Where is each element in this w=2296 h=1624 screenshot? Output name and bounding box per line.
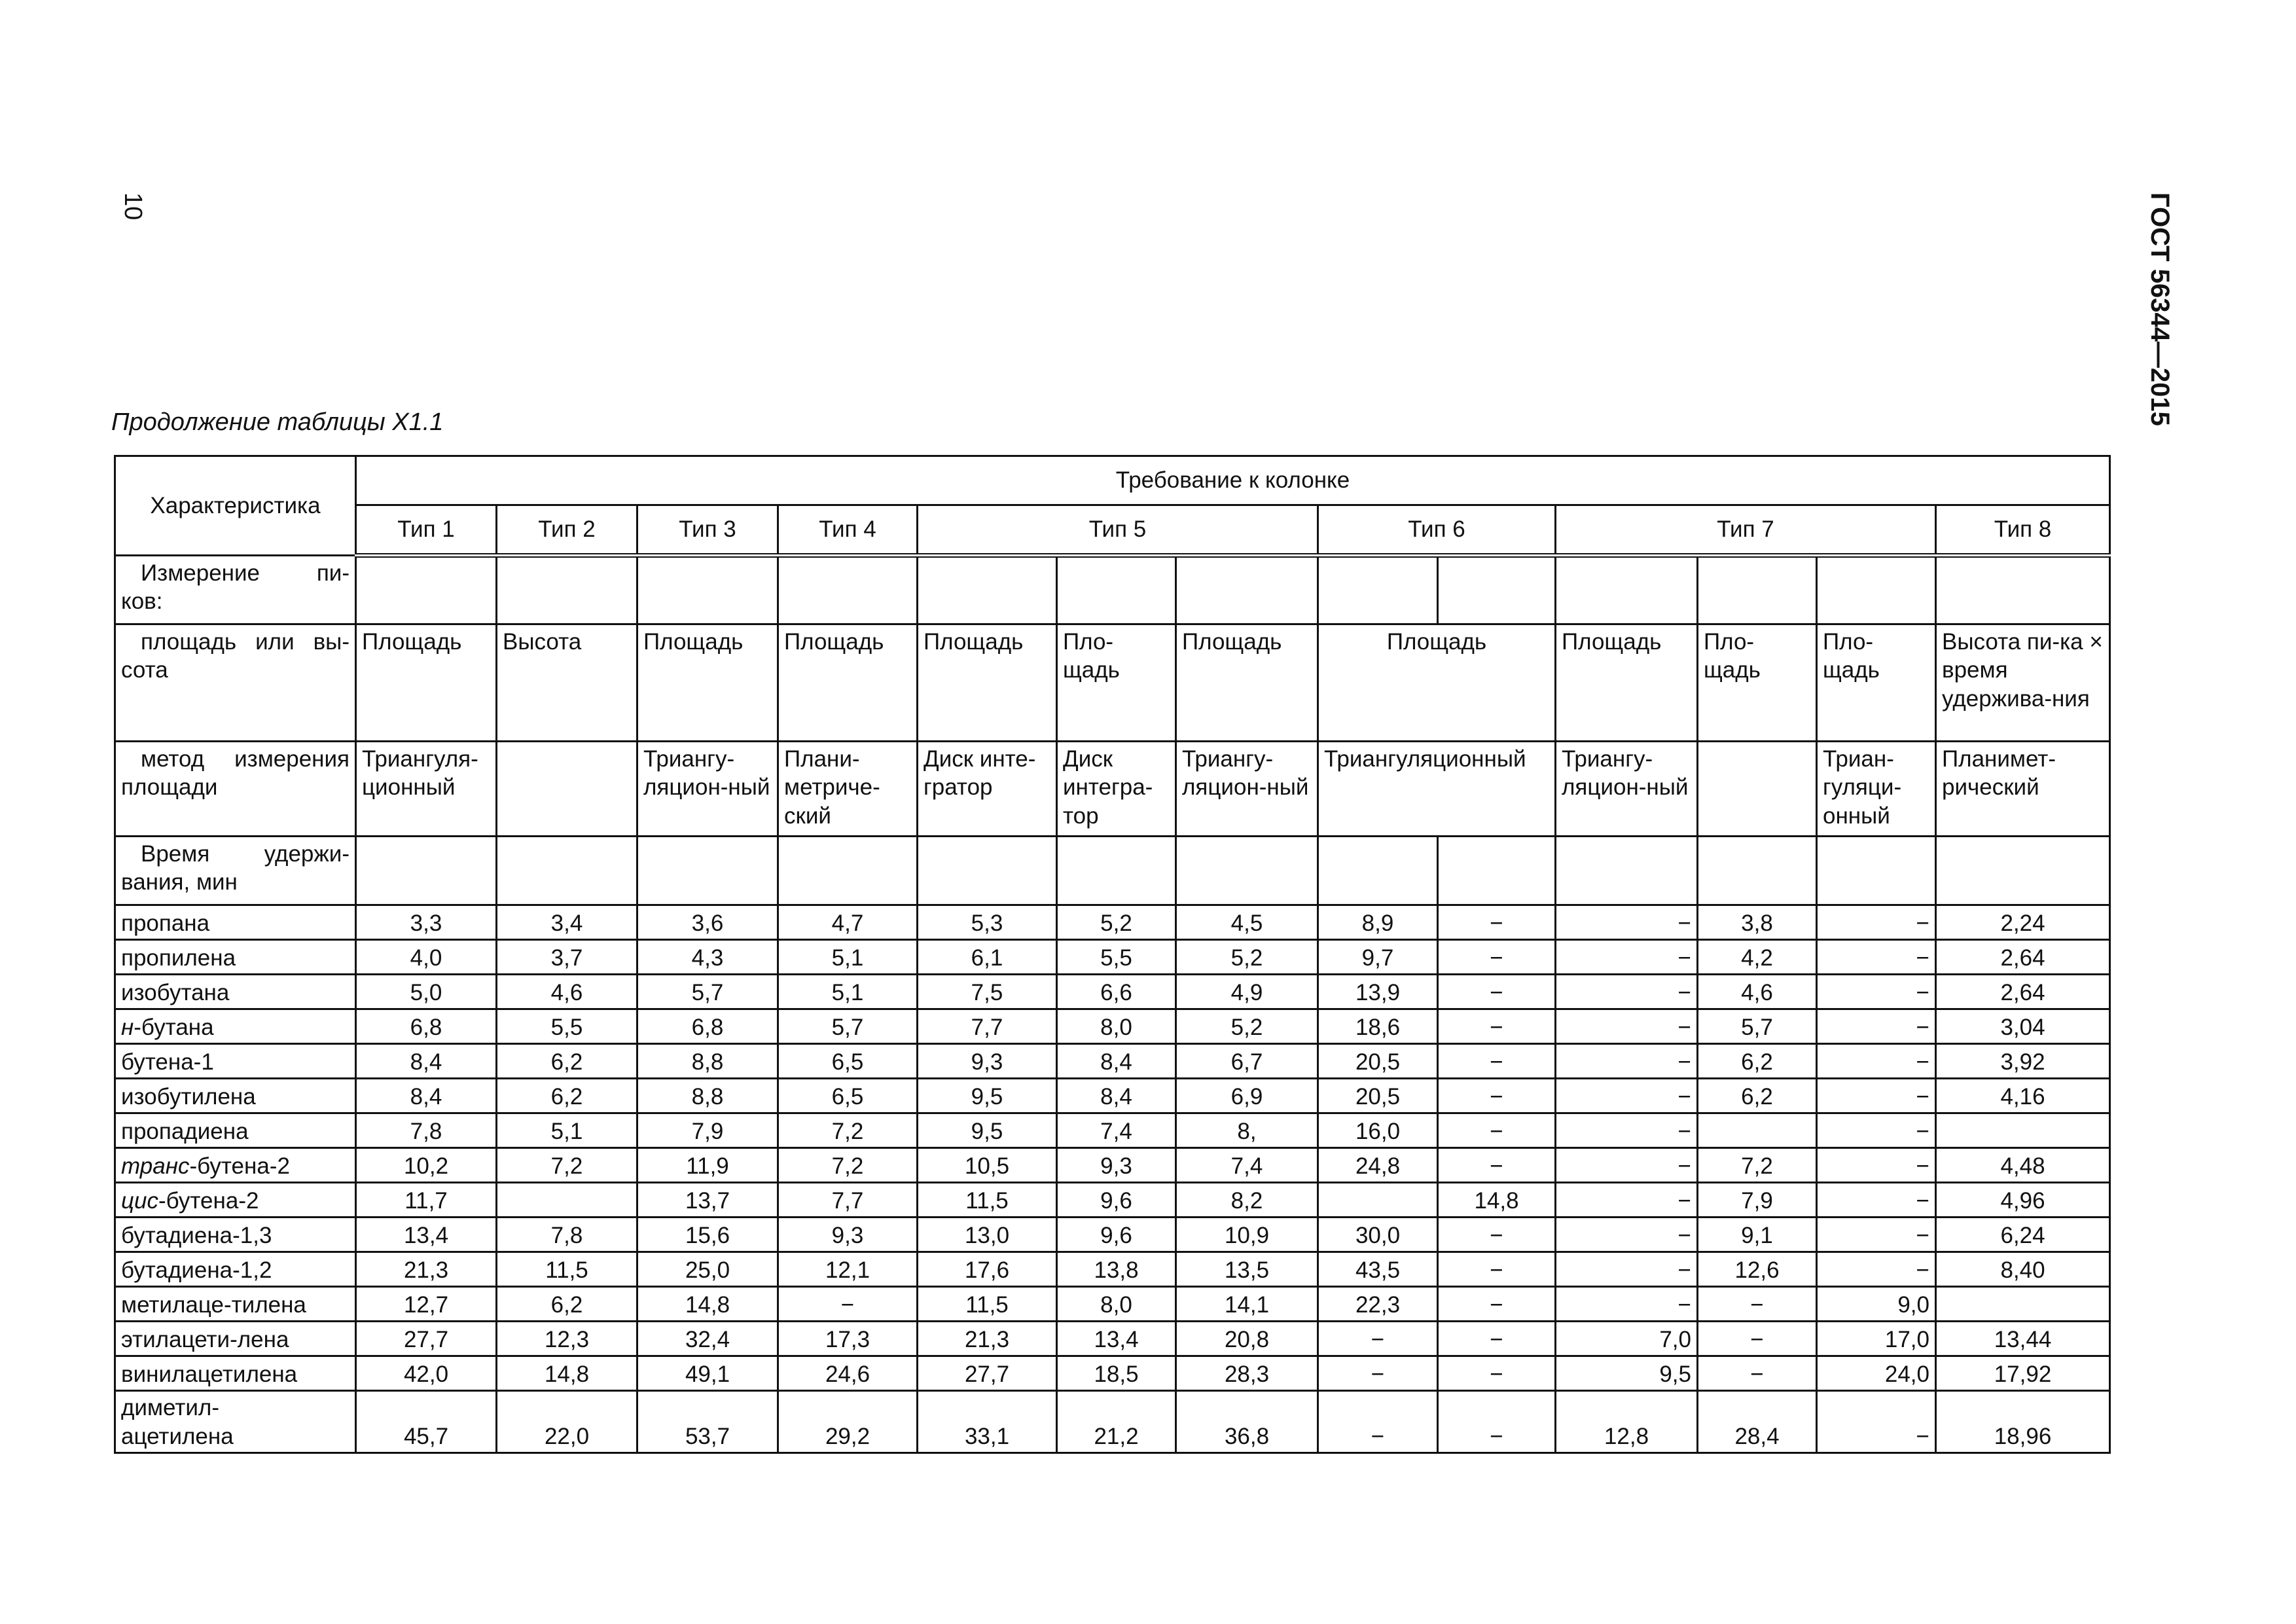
header-type-3: Тип 3 xyxy=(637,505,778,556)
cell: 9,0 xyxy=(1817,1287,1936,1322)
cell: 9,5 xyxy=(918,1079,1057,1113)
cell: 24,6 xyxy=(778,1356,918,1391)
cell: − xyxy=(1438,1113,1556,1148)
cell: 5,1 xyxy=(497,1113,637,1148)
row-label xyxy=(115,624,356,742)
cell: 9,3 xyxy=(918,1044,1057,1079)
table-row xyxy=(115,1148,2110,1183)
cell: 6,5 xyxy=(778,1044,918,1079)
cell: 12,8 xyxy=(1556,1391,1698,1453)
row-label xyxy=(115,837,356,905)
cell: 6,1 xyxy=(918,940,1057,975)
cell: − xyxy=(1438,1356,1556,1391)
cell: 6,2 xyxy=(497,1287,637,1322)
cell: 18,5 xyxy=(1057,1356,1176,1391)
cell: Триангу-ляцион-ный xyxy=(1176,742,1318,837)
label-line-2: площади xyxy=(121,774,218,801)
cell: 8,0 xyxy=(1057,1287,1176,1322)
row-label: пропадиена xyxy=(115,1113,356,1148)
cell: − xyxy=(1556,1218,1698,1252)
row-label: бутадиена-1,2 xyxy=(115,1252,356,1287)
row-label: пропилена xyxy=(115,940,356,975)
cell: − xyxy=(1556,940,1698,975)
cell: 28,4 xyxy=(1698,1391,1817,1453)
row-label xyxy=(115,556,356,624)
cell: 30,0 xyxy=(1318,1218,1438,1252)
label-line-1: площадь или вы- xyxy=(141,629,350,655)
cell: 17,0 xyxy=(1817,1322,1936,1356)
cell: 17,3 xyxy=(778,1322,918,1356)
cell: Площадь xyxy=(1176,624,1318,742)
cell: − xyxy=(1438,905,1556,940)
cell: 11,7 xyxy=(356,1183,497,1218)
row-retention-time xyxy=(115,837,2110,905)
cell: 3,3 xyxy=(356,905,497,940)
row-label xyxy=(115,1148,356,1183)
table-caption: Продолжение таблицы X1.1 xyxy=(111,408,444,436)
cell: 11,5 xyxy=(497,1252,637,1287)
label-prefix: транс xyxy=(121,1153,190,1179)
header-characteristic: Характеристика xyxy=(115,456,356,556)
row-label xyxy=(115,1183,356,1218)
label-line-2: ацетилена xyxy=(121,1423,234,1449)
cell: Плани-метриче-ский xyxy=(778,742,918,837)
cell: 7,4 xyxy=(1176,1148,1318,1183)
cell: − xyxy=(1438,1322,1556,1356)
cell: 7,7 xyxy=(918,1009,1057,1044)
row-label: метилаце-тилена xyxy=(115,1287,356,1322)
cell: 11,5 xyxy=(918,1183,1057,1218)
cell: 8,8 xyxy=(637,1044,778,1079)
cell: Высота xyxy=(497,624,637,742)
cell: 5,3 xyxy=(918,905,1057,940)
cell xyxy=(1318,1183,1438,1218)
cell: − xyxy=(1817,975,1936,1009)
cell: Триангуля-ционный xyxy=(356,742,497,837)
cell: 17,92 xyxy=(1936,1356,2110,1391)
cell: 13,44 xyxy=(1936,1322,2110,1356)
cell: 22,3 xyxy=(1318,1287,1438,1322)
cell: − xyxy=(1438,940,1556,975)
cell: Площадь xyxy=(918,624,1057,742)
table-row xyxy=(115,1113,2110,1148)
cell: 24,8 xyxy=(1318,1148,1438,1183)
cell: 6,7 xyxy=(1176,1044,1318,1079)
cell: Площадь xyxy=(637,624,778,742)
cell: 32,4 xyxy=(637,1322,778,1356)
table-row xyxy=(115,940,2110,975)
table-row xyxy=(115,1183,2110,1218)
cell: Пло-щадь xyxy=(1698,624,1817,742)
cell: − xyxy=(1556,1287,1698,1322)
cell: − xyxy=(1438,1079,1556,1113)
cell: 7,2 xyxy=(1698,1148,1817,1183)
cell: 53,7 xyxy=(637,1391,778,1453)
cell: 3,6 xyxy=(637,905,778,940)
cell: − xyxy=(1438,1009,1556,1044)
cell: 13,4 xyxy=(356,1218,497,1252)
cell: 6,2 xyxy=(1698,1044,1817,1079)
cell: 8, xyxy=(1176,1113,1318,1148)
cell: 4,0 xyxy=(356,940,497,975)
table-row xyxy=(115,905,2110,940)
cell: 14,8 xyxy=(497,1356,637,1391)
cell: Площадь xyxy=(1318,624,1556,742)
table-row xyxy=(115,1079,2110,1113)
cell: 11,5 xyxy=(918,1287,1057,1322)
cell: − xyxy=(778,1287,918,1322)
cell: 7,7 xyxy=(778,1183,918,1218)
cell: 9,3 xyxy=(778,1218,918,1252)
cell: Планимет-рический xyxy=(1936,742,2110,837)
cell: − xyxy=(1318,1322,1438,1356)
label-line-2: ков: xyxy=(121,588,163,615)
cell: 4,7 xyxy=(778,905,918,940)
cell: 6,8 xyxy=(637,1009,778,1044)
cell: Триангу-ляцион-ный xyxy=(637,742,778,837)
cell xyxy=(1936,1287,2110,1322)
label-line-1: метод измерения xyxy=(141,746,350,772)
header-type-7: Тип 7 xyxy=(1556,505,1936,556)
cell: 20,5 xyxy=(1318,1044,1438,1079)
cell: 8,8 xyxy=(637,1079,778,1113)
cell: 7,8 xyxy=(356,1113,497,1148)
cell: Площадь xyxy=(1556,624,1698,742)
cell: 6,24 xyxy=(1936,1218,2110,1252)
row-peak-measurement xyxy=(115,556,2110,624)
table-row xyxy=(115,1252,2110,1287)
cell: 49,1 xyxy=(637,1356,778,1391)
label-line-1: диметил- xyxy=(121,1395,219,1421)
cell: Пло-щадь xyxy=(1817,624,1936,742)
cell: − xyxy=(1556,1079,1698,1113)
cell: Триангуляционный xyxy=(1318,742,1556,837)
cell: 10,5 xyxy=(918,1148,1057,1183)
cell: 4,96 xyxy=(1936,1183,2110,1218)
cell: Площадь xyxy=(356,624,497,742)
label-line-2: вания, мин xyxy=(121,869,238,895)
cell: 4,5 xyxy=(1176,905,1318,940)
cell: 25,0 xyxy=(637,1252,778,1287)
cell: 7,9 xyxy=(637,1113,778,1148)
cell: Пло-щадь xyxy=(1057,624,1176,742)
cell: 8,4 xyxy=(356,1079,497,1113)
cell: 9,7 xyxy=(1318,940,1438,975)
cell: 8,4 xyxy=(1057,1079,1176,1113)
cell: − xyxy=(1438,1218,1556,1252)
cell: 24,0 xyxy=(1817,1356,1936,1391)
table-row xyxy=(115,1218,2110,1252)
table-row xyxy=(115,1009,2110,1044)
cell: 5,7 xyxy=(637,975,778,1009)
cell: 9,1 xyxy=(1698,1218,1817,1252)
cell: 12,7 xyxy=(356,1287,497,1322)
label-rest: -бутена-2 xyxy=(189,1153,290,1179)
cell: 13,7 xyxy=(637,1183,778,1218)
cell: − xyxy=(1438,975,1556,1009)
cell: − xyxy=(1318,1356,1438,1391)
cell: 9,5 xyxy=(918,1113,1057,1148)
cell: 13,9 xyxy=(1318,975,1438,1009)
cell: 2,64 xyxy=(1936,940,2110,975)
row-label: изобутилена xyxy=(115,1079,356,1113)
cell: 16,0 xyxy=(1318,1113,1438,1148)
cell: 7,8 xyxy=(497,1218,637,1252)
cell: 18,96 xyxy=(1936,1391,2110,1453)
cell: − xyxy=(1698,1287,1817,1322)
cell: 3,7 xyxy=(497,940,637,975)
page-number: 10 xyxy=(119,192,147,221)
cell: 28,3 xyxy=(1176,1356,1318,1391)
cell: Площадь xyxy=(778,624,918,742)
cell: 10,9 xyxy=(1176,1218,1318,1252)
cell: 27,7 xyxy=(918,1356,1057,1391)
table-row xyxy=(115,1322,2110,1356)
row-label: этилацети-лена xyxy=(115,1322,356,1356)
cell: Диск инте-гратор xyxy=(918,742,1057,837)
cell: − xyxy=(1817,940,1936,975)
cell: 3,4 xyxy=(497,905,637,940)
document-code: ГОСТ 56344—2015 xyxy=(2145,192,2174,426)
cell: 6,5 xyxy=(778,1079,918,1113)
cell: 21,2 xyxy=(1057,1391,1176,1453)
cell: 13,5 xyxy=(1176,1252,1318,1287)
cell: 5,7 xyxy=(778,1009,918,1044)
cell: − xyxy=(1817,1218,1936,1252)
cell: − xyxy=(1556,1113,1698,1148)
cell: − xyxy=(1556,905,1698,940)
cell: − xyxy=(1438,1252,1556,1287)
cell: − xyxy=(1556,1044,1698,1079)
cell: 9,6 xyxy=(1057,1218,1176,1252)
cell: 6,9 xyxy=(1176,1079,1318,1113)
cell: 8,0 xyxy=(1057,1009,1176,1044)
cell: 6,6 xyxy=(1057,975,1176,1009)
header-type-5: Тип 5 xyxy=(918,505,1318,556)
cell: − xyxy=(1817,1113,1936,1148)
cell xyxy=(497,1183,637,1218)
cell: 13,0 xyxy=(918,1218,1057,1252)
cell: 5,1 xyxy=(778,940,918,975)
cell: 3,04 xyxy=(1936,1009,2110,1044)
cell: 7,4 xyxy=(1057,1113,1176,1148)
table-row xyxy=(115,1287,2110,1322)
cell: 22,0 xyxy=(497,1391,637,1453)
cell xyxy=(497,742,637,837)
cell: 21,3 xyxy=(918,1322,1057,1356)
cell: − xyxy=(1817,1183,1936,1218)
cell: − xyxy=(1698,1322,1817,1356)
cell: 4,9 xyxy=(1176,975,1318,1009)
cell: Триан-гуляци-онный xyxy=(1817,742,1936,837)
header-type-2: Тип 2 xyxy=(497,505,637,556)
cell: 20,5 xyxy=(1318,1079,1438,1113)
cell: 29,2 xyxy=(778,1391,918,1453)
cell: 3,8 xyxy=(1698,905,1817,940)
cell: 45,7 xyxy=(356,1391,497,1453)
table-row xyxy=(115,1044,2110,1079)
table-row xyxy=(115,1356,2110,1391)
cell: − xyxy=(1438,1148,1556,1183)
cell: 12,3 xyxy=(497,1322,637,1356)
cell: 4,6 xyxy=(1698,975,1817,1009)
cell: 12,6 xyxy=(1698,1252,1817,1287)
cell: 5,0 xyxy=(356,975,497,1009)
header-type-1: Тип 1 xyxy=(356,505,497,556)
cell: Диск интегра-тор xyxy=(1057,742,1176,837)
cell: 9,3 xyxy=(1057,1148,1176,1183)
table-row xyxy=(115,1391,2110,1453)
cell: − xyxy=(1698,1356,1817,1391)
label-line-1: Измерение пи- xyxy=(141,560,350,586)
row-label: бутадиена-1,3 xyxy=(115,1218,356,1252)
cell: 3,92 xyxy=(1936,1044,2110,1079)
cell: 9,6 xyxy=(1057,1183,1176,1218)
cell: 7,2 xyxy=(778,1148,918,1183)
cell: 14,1 xyxy=(1176,1287,1318,1322)
cell: Высота пи-ка × время удержива-ния xyxy=(1936,624,2110,742)
cell: − xyxy=(1817,1148,1936,1183)
cell: 18,6 xyxy=(1318,1009,1438,1044)
cell: 9,5 xyxy=(1556,1356,1698,1391)
cell: Триангу-ляцион-ный xyxy=(1556,742,1698,837)
cell: 5,2 xyxy=(1057,905,1176,940)
label-line-1: Время удержи- xyxy=(141,841,350,867)
header-type-6: Тип 6 xyxy=(1318,505,1556,556)
cell: − xyxy=(1318,1391,1438,1453)
row-label: бутена-1 xyxy=(115,1044,356,1079)
cell: 43,5 xyxy=(1318,1252,1438,1287)
cell: − xyxy=(1817,905,1936,940)
cell: 17,6 xyxy=(918,1252,1057,1287)
cell: 5,2 xyxy=(1176,940,1318,975)
cell: 5,7 xyxy=(1698,1009,1817,1044)
cell: 7,0 xyxy=(1556,1322,1698,1356)
cell: 6,2 xyxy=(497,1079,637,1113)
cell: 2,64 xyxy=(1936,975,2110,1009)
cell: 4,3 xyxy=(637,940,778,975)
cell: 36,8 xyxy=(1176,1391,1318,1453)
cell: − xyxy=(1817,1044,1936,1079)
cell: 8,2 xyxy=(1176,1183,1318,1218)
cell: 15,6 xyxy=(637,1218,778,1252)
cell xyxy=(1698,742,1817,837)
cell: 5,5 xyxy=(497,1009,637,1044)
row-label xyxy=(115,742,356,837)
cell: − xyxy=(1556,1148,1698,1183)
row-area-method xyxy=(115,742,2110,837)
cell: 4,6 xyxy=(497,975,637,1009)
cell: 14,8 xyxy=(637,1287,778,1322)
label-prefix: н xyxy=(121,1014,134,1040)
cell: 7,2 xyxy=(497,1148,637,1183)
cell: 42,0 xyxy=(356,1356,497,1391)
cell: 4,48 xyxy=(1936,1148,2110,1183)
cell: 8,9 xyxy=(1318,905,1438,940)
cell: 8,4 xyxy=(1057,1044,1176,1079)
cell: − xyxy=(1438,1391,1556,1453)
cell xyxy=(1698,1113,1817,1148)
cell: − xyxy=(1556,975,1698,1009)
cell: 6,2 xyxy=(497,1044,637,1079)
cell: 5,1 xyxy=(778,975,918,1009)
cell: 4,2 xyxy=(1698,940,1817,975)
cell: − xyxy=(1556,1009,1698,1044)
cell: − xyxy=(1817,1252,1936,1287)
cell: 20,8 xyxy=(1176,1322,1318,1356)
header-type-8: Тип 8 xyxy=(1936,505,2110,556)
cell: 7,9 xyxy=(1698,1183,1817,1218)
cell: 13,4 xyxy=(1057,1322,1176,1356)
row-label: винилацетилена xyxy=(115,1356,356,1391)
cell: 27,7 xyxy=(356,1322,497,1356)
cell: 2,24 xyxy=(1936,905,2110,940)
cell: 12,1 xyxy=(778,1252,918,1287)
cell: 8,40 xyxy=(1936,1252,2110,1287)
cell: 14,8 xyxy=(1438,1183,1556,1218)
cell: 7,5 xyxy=(918,975,1057,1009)
label-prefix: цис xyxy=(121,1187,158,1214)
label-rest: -бутана xyxy=(134,1014,214,1040)
cell: 11,9 xyxy=(637,1148,778,1183)
cell: 5,2 xyxy=(1176,1009,1318,1044)
row-label xyxy=(115,1391,356,1453)
cell: 6,2 xyxy=(1698,1079,1817,1113)
cell: − xyxy=(1438,1287,1556,1322)
cell: − xyxy=(1817,1079,1936,1113)
cell xyxy=(1936,1113,2110,1148)
header-type-4: Тип 4 xyxy=(778,505,918,556)
row-label: изобутана xyxy=(115,975,356,1009)
cell: 8,4 xyxy=(356,1044,497,1079)
cell: − xyxy=(1817,1391,1936,1453)
table-row xyxy=(115,975,2110,1009)
header-requirement: Требование к колонке xyxy=(356,456,2110,505)
cell: − xyxy=(1438,1044,1556,1079)
row-label xyxy=(115,1009,356,1044)
label-line-2: сота xyxy=(121,657,168,683)
row-area-or-height xyxy=(115,624,2110,742)
cell: 21,3 xyxy=(356,1252,497,1287)
cell: 10,2 xyxy=(356,1148,497,1183)
cell: 7,2 xyxy=(778,1113,918,1148)
cell: 6,8 xyxy=(356,1009,497,1044)
requirements-table xyxy=(114,455,2111,1454)
row-label: пропана xyxy=(115,905,356,940)
cell: − xyxy=(1556,1183,1698,1218)
cell: 33,1 xyxy=(918,1391,1057,1453)
cell: 5,5 xyxy=(1057,940,1176,975)
cell: 4,16 xyxy=(1936,1079,2110,1113)
cell: 13,8 xyxy=(1057,1252,1176,1287)
cell: − xyxy=(1556,1252,1698,1287)
label-rest: -бутена-2 xyxy=(158,1187,259,1214)
cell: − xyxy=(1817,1009,1936,1044)
